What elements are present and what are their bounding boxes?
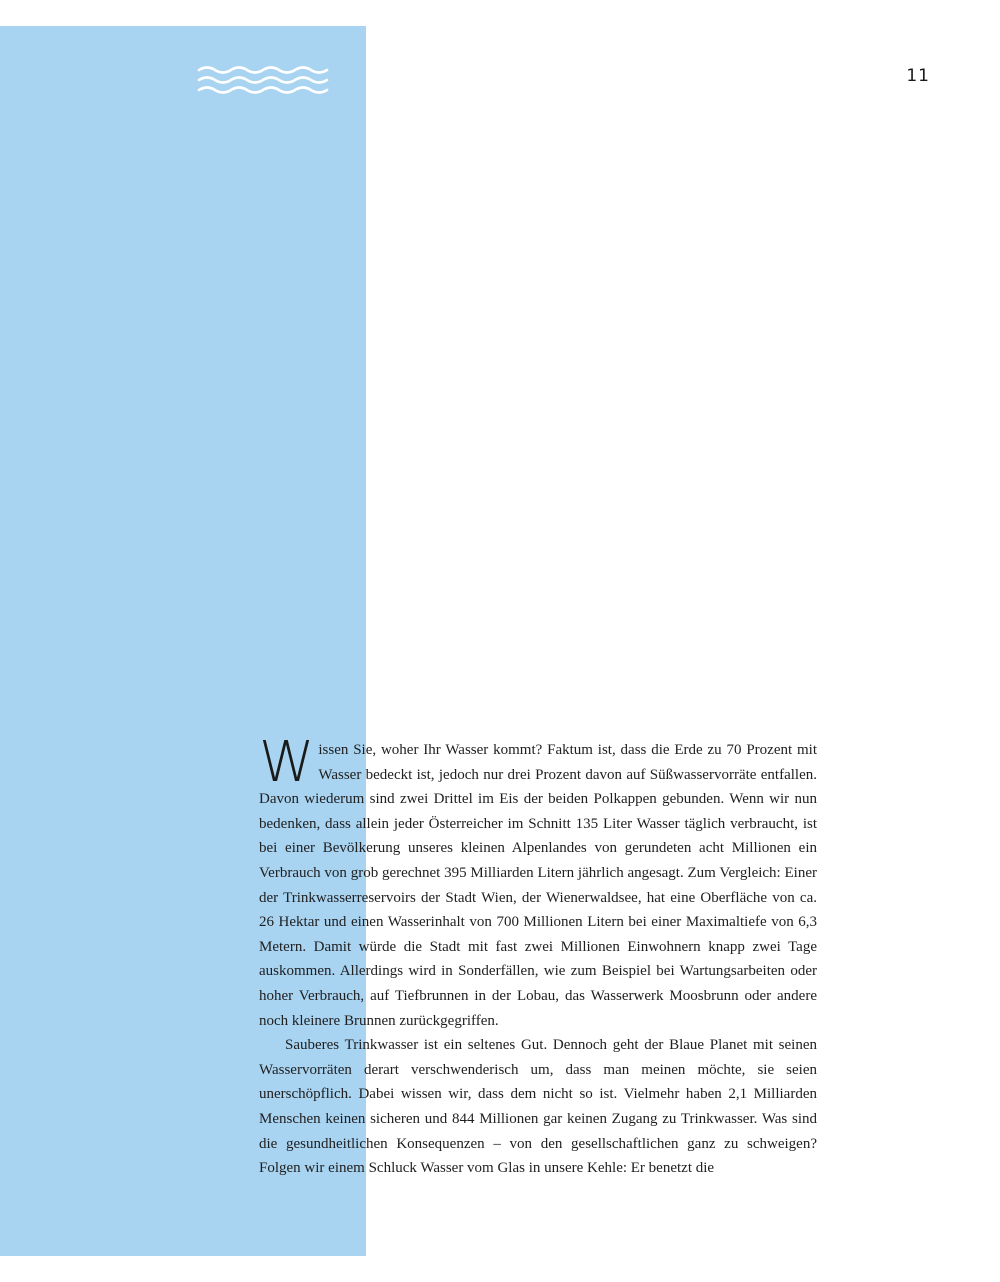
page-number: 11 xyxy=(906,66,930,86)
drop-cap: W xyxy=(259,730,315,795)
article-body xyxy=(259,730,817,1181)
paragraph-2: Sauberes Trinkwasser ist ein seltenes Gut. Dennoch geht der Blaue Planet mit seinen Wasservorräten derart verschwenderisch um, dass man meinen möchte, sie seien unerschöpflich. Dabei wissen wir, dass dem nicht so ist. Vielmehr haben 2,1 Milliarden Menschen keinen sicheren und 844 Millionen gar keinen Zugang zu Trinkwasser. Was sind die gesundheitlichen Konsequenzen – von den gesellschaftlichen ganz zu schweigen? Folgen wir einem Schluck Wasser vom Glas in unsere Kehle: Er benetzt die xyxy=(259,1037,817,1177)
paragraph-1 xyxy=(259,730,817,1033)
wave-icon xyxy=(197,64,329,96)
paragraph-1-text: issen Sie, woher Ihr Wasser kommt? Faktum ist, dass die Erde zu 70 Prozent mit Wasser bedeckt ist, jedoch nur drei Prozent davon auf Süßwasservorräte entfallen. Davon wiederum sind zwei Drittel im Eis der beiden Polkappen gebunden. Wenn wir nun bedenken, dass allein jeder Österreicher im Schnitt 135 Liter Wasser täglich verbraucht, ist bei einer Bevölkerung unseres kleinen Alpenlandes von gerundeten acht Millionen ein Verbrauch von grob gerechnet 395 Milliarden Litern jährlich angesagt. Zum Vergleich: Einer der Trinkwasserreservoirs der Stadt Wien, der Wienerwaldsee, hat eine Oberfläche von ca. 26 Hektar und einen Wasserinhalt von 700 Millionen Litern bei einer Maximaltiefe von 6,3 Metern. Damit würde die Stadt mit fast zwei Millionen Einwohnern knapp zwei Tage auskommen. Allerdings wird in Sonderfällen, wie zum Beispiel bei Wartungsarbeiten oder hoher Verbrauch, auf Tiefbrunnen in der Lobau, das Wasserwerk Moosbrunn oder andere noch kleinere Brunnen zurückgegriffen. xyxy=(259,742,817,1029)
